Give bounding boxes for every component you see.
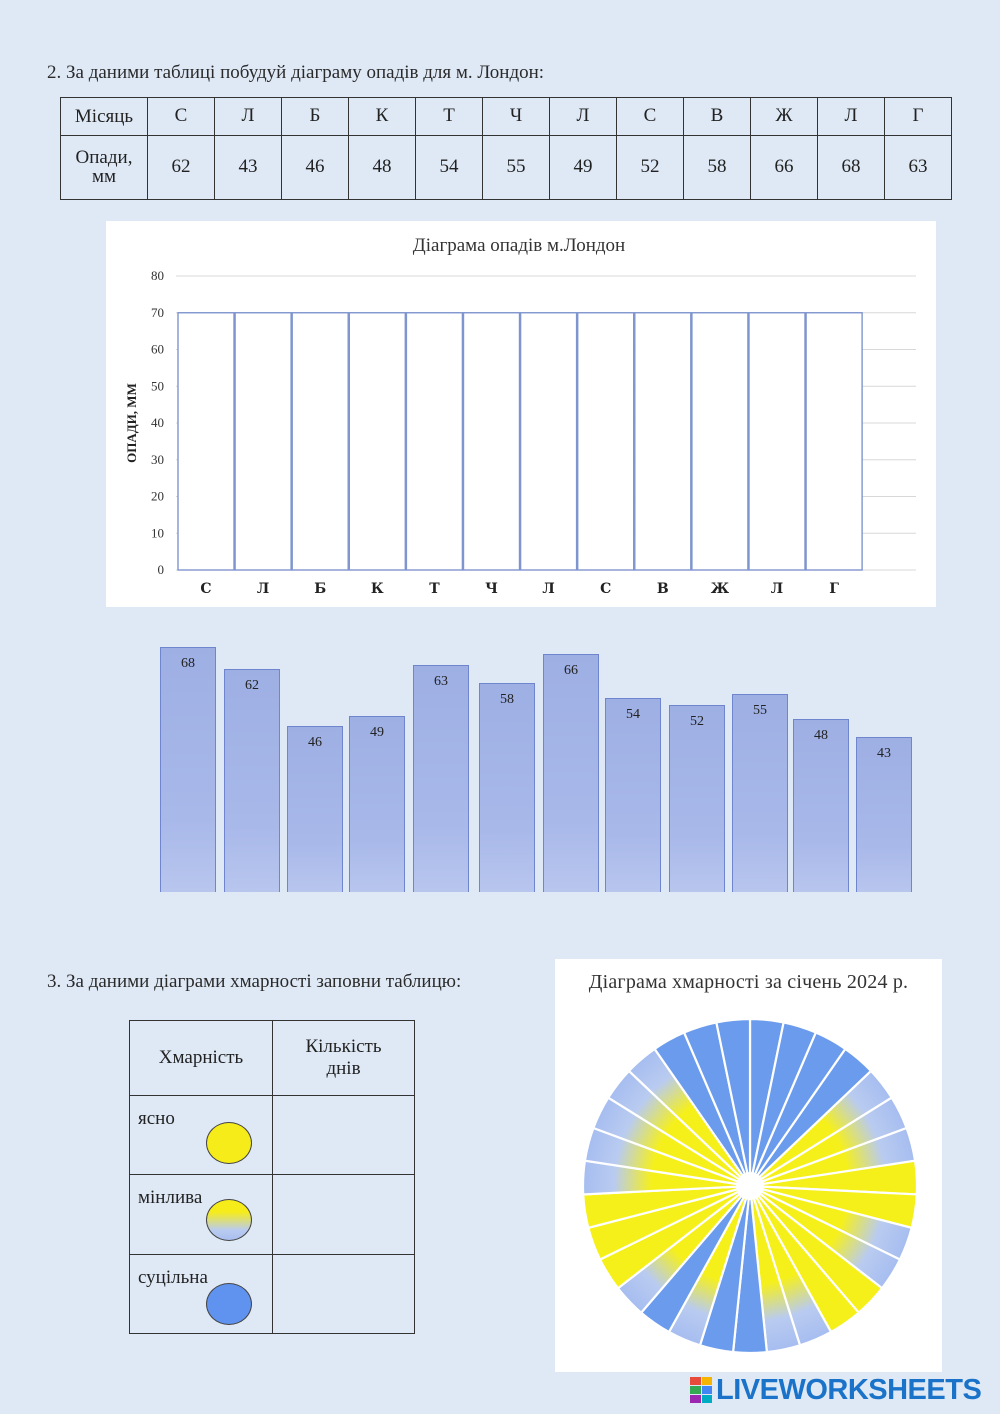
precip-header [61,135,148,199]
precip-cell: 68 [818,135,885,199]
y-tick-label: 0 [157,562,164,577]
draggable-bar[interactable] [669,705,725,892]
bar-drop-target[interactable] [521,313,577,570]
cloudiness-kind-overcast [130,1254,273,1333]
kind-label: ясно [138,1108,175,1130]
precip-cell: 48 [349,135,416,199]
pie-center [736,1172,764,1200]
days-input-variable[interactable] [273,1175,415,1254]
bar-drop-target[interactable] [635,313,691,570]
precip-cell: 52 [617,135,684,199]
days-input-overcast[interactable] [273,1254,415,1333]
precip-cell: 46 [282,135,349,199]
month-cell: Л [215,98,282,136]
draggable-bar[interactable] [413,665,469,892]
y-tick-label: 20 [151,488,164,504]
table-row [130,1254,415,1333]
y-tick-label: 10 [151,525,164,541]
month-cell: К [349,98,416,136]
cloudiness-col-header: Хмарність [130,1021,273,1096]
chart-title: Діаграма опадів м.Лондон [412,235,626,256]
month-cell: С [148,98,215,136]
bar-value-label: 49 [370,725,384,740]
precip-cell: 58 [684,135,751,199]
liveworksheets-logo [690,1374,981,1406]
months-header: Місяць [61,98,148,136]
draggable-bar[interactable] [479,683,535,892]
x-tick-label: С [600,581,612,597]
x-tick-label: Б [314,581,327,597]
cloudiness-kind-variable [130,1175,273,1254]
table-row [130,1175,415,1254]
days-header-line1: Кількість [305,1036,382,1058]
bar-drop-target[interactable] [578,313,634,570]
precipitation-chart [106,221,936,607]
draggable-bar[interactable] [856,737,912,892]
bar-value-label: 54 [626,707,640,722]
x-tick-label: Л [256,581,270,597]
precip-cell: 43 [215,135,282,199]
draggable-bar[interactable] [287,726,343,892]
month-cell: Л [818,98,885,136]
x-tick-label: Г [829,581,839,597]
y-tick-label: 70 [151,304,164,320]
partly-cloudy-circle-icon [206,1199,252,1241]
table-row-header [130,1021,415,1096]
kind-label: суцільна [138,1266,208,1288]
x-tick-label: Ч [485,581,498,597]
x-tick-label: Л [770,581,784,597]
draggable-bar[interactable] [543,654,599,892]
draggable-bar[interactable] [605,698,661,892]
y-tick-label: 40 [151,415,164,430]
precipitation-table [60,97,952,200]
precip-cell: 62 [148,135,215,199]
bar-drop-target[interactable] [235,313,291,570]
month-cell: Ч [483,98,550,136]
table-row [130,1096,415,1175]
logo-icon [690,1377,712,1403]
y-axis-label: ОПАДИ, ММ [124,383,139,463]
y-tick-label: 60 [151,341,164,357]
month-cell: Г [885,98,952,136]
y-tick-label: 30 [151,451,164,467]
precip-cell: 55 [483,135,550,199]
bar-drop-target[interactable] [749,313,805,570]
precip-header-line1: Опади, [75,147,133,169]
task2-heading: 2. За даними таблиці побудуй діаграму опадів для м. Лондон: [47,62,545,83]
month-cell: Л [550,98,617,136]
cloudiness-table [129,1020,415,1334]
precipitation-chart-svg [106,221,936,607]
cloudiness-kind-clear [130,1096,273,1175]
month-cell: В [684,98,751,136]
x-tick-label: К [370,581,384,597]
y-tick-label: 80 [151,268,164,283]
overcast-circle-icon [206,1283,252,1325]
x-tick-label: С [200,581,212,597]
table-row-months [61,98,952,136]
task3-heading: 3. За даними діаграми хмарності заповни таблицю: [47,971,462,992]
pie-chart-svg [555,959,942,1372]
precip-cell: 63 [885,135,952,199]
days-header-line2: днів [326,1058,361,1080]
bar-drop-target[interactable] [292,313,348,570]
days-col-header [273,1021,415,1096]
precip-header-line2: мм [91,166,117,188]
bar-value-label: 52 [690,714,704,729]
bar-value-label: 68 [181,656,195,671]
days-input-clear[interactable] [273,1096,415,1175]
bar-value-label: 66 [564,663,578,678]
bar-value-label: 55 [753,703,767,718]
table-row-precip [61,135,952,199]
bar-value-label: 48 [814,728,828,743]
bar-drop-target[interactable] [406,313,462,570]
x-tick-label: В [656,581,669,597]
month-cell: Ж [751,98,818,136]
bar-drop-target[interactable] [349,313,405,570]
bar-value-label: 58 [500,692,514,707]
month-cell: С [617,98,684,136]
bar-drop-target[interactable] [178,313,234,570]
x-tick-label: Л [542,581,555,597]
bar-value-label: 62 [245,678,259,693]
draggable-bar[interactable] [732,694,788,892]
month-cell: Б [282,98,349,136]
precip-cell: 66 [751,135,818,199]
draggable-bar[interactable] [160,647,216,892]
sun-circle-icon [206,1122,252,1164]
cloudiness-pie-chart [555,959,942,1372]
x-tick-label: Ж [710,581,730,597]
precip-cell: 49 [550,135,617,199]
kind-label: мінлива [138,1187,203,1209]
draggable-bar[interactable] [349,716,405,892]
month-cell: Т [416,98,483,136]
precip-cell: 54 [416,135,483,199]
draggable-bar[interactable] [224,669,280,892]
bar-value-label: 63 [434,674,448,689]
bar-drop-target[interactable] [692,313,748,570]
bar-value-label: 43 [877,746,891,761]
draggable-bar[interactable] [793,719,849,892]
y-tick-label: 50 [151,378,164,394]
x-tick-label: Т [429,581,440,597]
bar-drop-target[interactable] [806,313,862,570]
logo-text: LIVEWORKSHEETS [716,1373,982,1406]
bar-drop-target[interactable] [464,313,520,570]
bar-value-label: 46 [308,735,322,750]
pie-chart-title: Діаграма хмарності за січень 2024 р. [588,971,909,993]
